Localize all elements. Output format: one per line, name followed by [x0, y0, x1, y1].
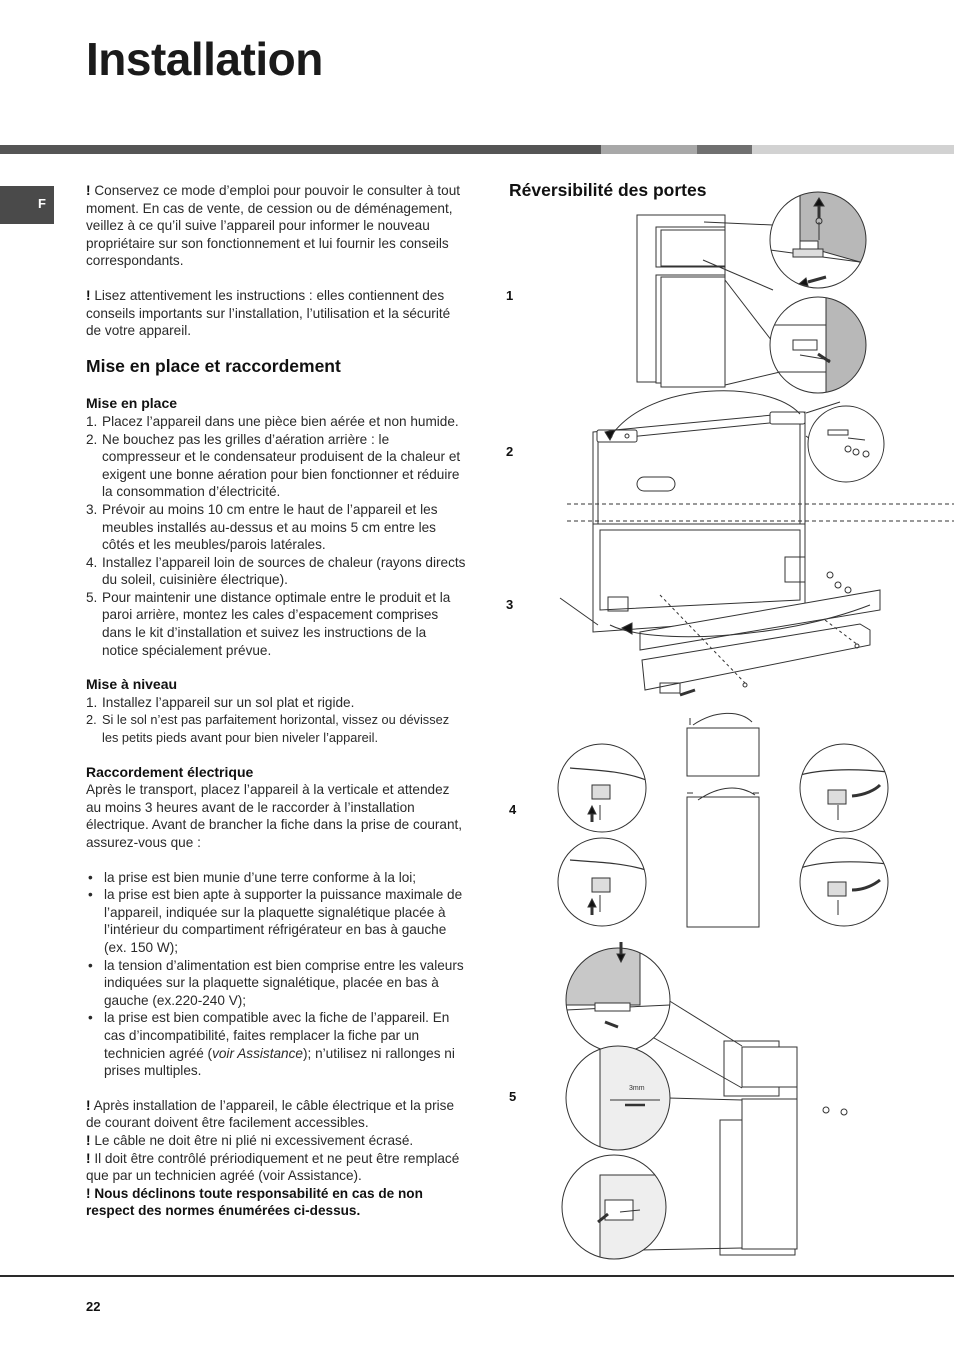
leveling-list [86, 694, 466, 747]
intro-note-1-text: Conservez ce mode d’emploi pour pouvoir le consulter à tout moment. En cas de vente, de cession ou de déménagement, veillez à ce qu’il suive l’appareil pour informer le nouveau propriétaire sur son fonctionnement et lui fournir les conseils correspondants. [86, 183, 461, 269]
list-item: 3. Prévoir au moins 10 cm entre le haut de l’appareil et les meubles installés au-dessus et au moins 5 cm entre les côtés et les meubles/parois latérales. [86, 501, 438, 553]
step-number-1: 1 [506, 288, 514, 303]
list-item: 1. Placez l’appareil dans une pièce bien aérée et non humide. [86, 413, 459, 429]
list-item: 2. Si le sol n’est pas parfaitement horizontal, vissez ou dévissez les petits pieds avant pour bien niveler l’appareil. [86, 712, 450, 746]
exclamation-icon: ! [86, 1185, 91, 1201]
step-number-5: 5 [509, 1089, 517, 1104]
exclamation-icon: ! [86, 1132, 91, 1148]
language-tab [0, 186, 54, 224]
intro-note-2 [86, 287, 466, 340]
exclamation-icon: ! [86, 1150, 91, 1166]
subtitle-placement: Mise en place [86, 395, 178, 412]
language-tab-label: F [38, 196, 46, 211]
placement-list [86, 413, 466, 659]
rule-segment-dark [0, 145, 601, 154]
section-title-mise-en-place: Mise en place et raccordement [86, 355, 341, 376]
warning-3: ! Il doit être contrôlé prériodiquement et ne peut être remplacé que par un technicien agréé (voir Assistance). [86, 1150, 460, 1184]
rule-segment-mid [601, 145, 697, 154]
list-item: 5. Pour maintenir une distance optimale entre le produit et la paroi arrière, montez les cales d’espacement comprises dans le kit d’installation et suivez les instructions de la notice spécialement prévue. [86, 589, 451, 658]
step-4-drawing [558, 713, 888, 927]
subtitle-leveling: Mise à niveau [86, 676, 178, 693]
exclamation-icon: ! [86, 1097, 91, 1113]
bottom-rule [0, 1275, 954, 1277]
step-number-3: 3 [506, 597, 514, 612]
step-number-4: 4 [509, 802, 517, 817]
door-reversal-illustration [548, 190, 954, 1265]
list-item: • la prise est bien apte à supporter la puissance maximale de l’appareil, indiquée sur la plaquette signalétique placée à l’intérieur du compartiment réfrigérateur en bas à gauche (ex. 150 W); [86, 886, 466, 956]
page-number: 22 [86, 1299, 101, 1314]
subtitle-electrical: Raccordement électrique [86, 763, 254, 780]
intro-note-1 [86, 182, 466, 270]
electrical-intro: Après le transport, placez l’appareil à la verticale et attendez au moins 3 heures avant de le raccorder à l’installation électrique. Avant de brancher la fiche dans la prise de courant, assurez-vous que : [86, 782, 463, 850]
warning-1: ! Après installation de l’appareil, le câble électrique et la prise de courant doivent être facilement accessibles. [86, 1097, 455, 1131]
step-number-2: 2 [506, 444, 514, 459]
list-item: • la prise est bien compatible avec la fiche de l’appareil. En cas d’incompatibilité, faites remplacer la fiche par un technicien agréé (voir Assistance); n’utilisez ni rallonges ni prises multiples. [86, 1009, 466, 1079]
top-color-rule [0, 145, 954, 154]
rule-segment-light [752, 145, 954, 154]
list-item: • la prise est bien munie d’une terre conforme à la loi; [86, 869, 466, 887]
dimension-label: 3mm [629, 1085, 645, 1092]
exclamation-icon: ! [86, 287, 91, 303]
step-2-3-drawing [560, 391, 954, 695]
electrical-bullets [86, 869, 466, 1080]
intro-note-2-text: Lisez attentivement les instructions : elles contiennent des conseils importants sur l’installation, l’utilisation et la sécurité de votre appareil. [86, 287, 451, 339]
list-item: • la tension d’alimentation est bien comprise entre les valeurs indiquées sur la plaquette signalétique, placée en bas à gauche (ex.220-240 V); [86, 957, 466, 1010]
left-column [86, 182, 466, 1220]
step-1-drawing [637, 192, 870, 397]
rule-segment-dark2 [697, 145, 752, 154]
step-5-drawing [562, 942, 847, 1259]
section-title-door-reversibility: Réversibilité des portes [509, 180, 707, 200]
list-item: 4. Installez l’appareil loin de sources de chaleur (rayons directs du soleil, cuisinière électrique). [86, 554, 466, 588]
page-title: Installation [86, 33, 323, 85]
exclamation-icon: ! [86, 183, 91, 198]
list-item: 2. Ne bouchez pas les grilles d’aération arrière : le compresseur et le condensateur produisent de la chaleur et exigent une bonne aération pour bien fonctionner et réduire la consommation d’électricité. [86, 431, 461, 500]
warning-2: ! Le câble ne doit être ni plié ni excessivement écrasé. [86, 1132, 414, 1148]
disclaimer: ! Nous déclinons toute responsabilité en cas de non respect des normes énumérées ci-dessus. [86, 1185, 423, 1219]
list-item: 1. Installez l’appareil sur un sol plat et rigide. [86, 694, 355, 710]
